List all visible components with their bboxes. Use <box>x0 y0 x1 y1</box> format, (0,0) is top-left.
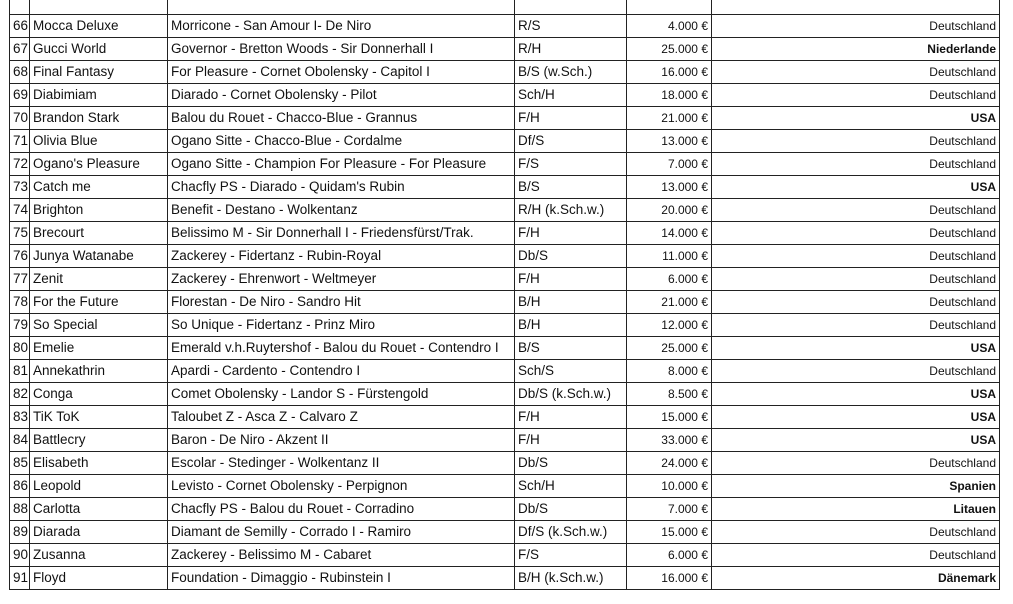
horse-name-cell[interactable]: Emelie <box>30 337 168 360</box>
table-row <box>10 452 1000 475</box>
country-cell[interactable]: Deutschland <box>712 360 1000 383</box>
row-number-cell[interactable]: 78 <box>10 291 30 314</box>
price-cell[interactable]: 25.000 € <box>627 337 712 360</box>
row-number-cell[interactable] <box>10 0 30 15</box>
table-row <box>10 61 1000 84</box>
country-cell[interactable]: Deutschland <box>712 268 1000 291</box>
horse-name-cell[interactable]: Elisabeth <box>30 452 168 475</box>
horse-name-cell[interactable]: Diarada <box>30 521 168 544</box>
price-cell[interactable]: 11.000 € <box>627 245 712 268</box>
horse-name-cell[interactable]: Floyd <box>30 567 168 590</box>
table-row <box>10 130 1000 153</box>
country-cell[interactable]: USA <box>712 383 1000 406</box>
pedigree-cell[interactable]: Zackerey - Belissimo M - Cabaret <box>168 544 515 567</box>
type-cell[interactable]: R/S <box>515 15 627 38</box>
type-cell[interactable]: F/H <box>515 222 627 245</box>
pedigree-cell[interactable]: Escolar - Stedinger - Wolkentanz II <box>168 452 515 475</box>
pedigree-cell[interactable]: Diarado - Cornet Obolensky - Pilot <box>168 84 515 107</box>
table-row <box>10 15 1000 38</box>
price-cell[interactable] <box>627 0 712 15</box>
type-cell[interactable]: B/S <box>515 176 627 199</box>
table-row <box>10 176 1000 199</box>
country-cell[interactable]: USA <box>712 406 1000 429</box>
pedigree-cell[interactable]: Apardi - Cardento - Contendro I <box>168 360 515 383</box>
type-cell[interactable]: Sch/H <box>515 475 627 498</box>
price-cell[interactable]: 15.000 € <box>627 406 712 429</box>
price-cell[interactable]: 6.000 € <box>627 544 712 567</box>
row-number-cell[interactable]: 79 <box>10 314 30 337</box>
country-cell[interactable]: USA <box>712 107 1000 130</box>
pedigree-cell[interactable]: Ogano Sitte - Chacco-Blue - Cordalme <box>168 130 515 153</box>
price-cell[interactable]: 16.000 € <box>627 61 712 84</box>
price-cell[interactable]: 6.000 € <box>627 268 712 291</box>
horse-name-cell[interactable]: Brecourt <box>30 222 168 245</box>
pedigree-cell[interactable]: Taloubet Z - Asca Z - Calvaro Z <box>168 406 515 429</box>
price-cell[interactable]: 7.000 € <box>627 498 712 521</box>
table-row <box>10 406 1000 429</box>
horse-name-cell[interactable]: Gucci World <box>30 38 168 61</box>
country-cell[interactable]: Deutschland <box>712 130 1000 153</box>
horse-name-cell[interactable]: Junya Watanabe <box>30 245 168 268</box>
type-cell[interactable]: F/H <box>515 429 627 452</box>
type-cell[interactable]: F/H <box>515 406 627 429</box>
horse-name-cell[interactable]: Zusanna <box>30 544 168 567</box>
horse-name-cell[interactable]: Ogano's Pleasure <box>30 153 168 176</box>
pedigree-cell[interactable]: Benefit - Destano - Wolkentanz <box>168 199 515 222</box>
country-cell[interactable]: Deutschland <box>712 291 1000 314</box>
pedigree-cell[interactable]: Zackerey - Fidertanz - Rubin-Royal <box>168 245 515 268</box>
type-cell[interactable]: B/H <box>515 314 627 337</box>
price-cell[interactable]: 20.000 € <box>627 199 712 222</box>
type-cell[interactable]: Df/S (k.Sch.w.) <box>515 521 627 544</box>
price-cell[interactable]: 10.000 € <box>627 475 712 498</box>
row-number-cell[interactable]: 72 <box>10 153 30 176</box>
country-cell[interactable]: Deutschland <box>712 84 1000 107</box>
price-cell[interactable]: 21.000 € <box>627 291 712 314</box>
table-row <box>10 38 1000 61</box>
country-cell[interactable]: Deutschland <box>712 245 1000 268</box>
country-cell[interactable]: USA <box>712 337 1000 360</box>
type-cell[interactable]: R/H (k.Sch.w.) <box>515 199 627 222</box>
table-row <box>10 0 1000 15</box>
row-number-cell[interactable]: 76 <box>10 245 30 268</box>
pedigree-cell[interactable]: Baron - De Niro - Akzent II <box>168 429 515 452</box>
country-cell[interactable]: Spanien <box>712 475 1000 498</box>
row-number-cell[interactable]: 80 <box>10 337 30 360</box>
horse-name-cell[interactable]: Leopold <box>30 475 168 498</box>
type-cell[interactable]: B/H <box>515 291 627 314</box>
type-cell[interactable]: R/H <box>515 38 627 61</box>
pedigree-cell[interactable]: Governor - Bretton Woods - Sir Donnerhall I <box>168 38 515 61</box>
country-cell[interactable]: USA <box>712 176 1000 199</box>
table-row <box>10 222 1000 245</box>
country-cell[interactable]: Deutschland <box>712 61 1000 84</box>
row-number-cell[interactable]: 86 <box>10 475 30 498</box>
horse-name-cell[interactable]: TiK ToK <box>30 406 168 429</box>
row-number-cell[interactable]: 81 <box>10 360 30 383</box>
type-cell[interactable] <box>515 0 627 15</box>
price-cell[interactable]: 33.000 € <box>627 429 712 452</box>
type-cell[interactable]: F/H <box>515 268 627 291</box>
row-number-cell[interactable]: 77 <box>10 268 30 291</box>
table-body <box>10 0 1000 590</box>
row-number-cell[interactable]: 67 <box>10 38 30 61</box>
row-number-cell[interactable]: 84 <box>10 429 30 452</box>
horse-name-cell[interactable]: Catch me <box>30 176 168 199</box>
pedigree-cell[interactable] <box>168 0 515 15</box>
table-row <box>10 360 1000 383</box>
type-cell[interactable]: Sch/H <box>515 84 627 107</box>
table-row <box>10 521 1000 544</box>
table-row <box>10 199 1000 222</box>
row-number-cell[interactable]: 83 <box>10 406 30 429</box>
price-cell[interactable]: 13.000 € <box>627 176 712 199</box>
price-cell[interactable]: 15.000 € <box>627 521 712 544</box>
horse-name-cell[interactable]: Zenit <box>30 268 168 291</box>
horse-name-cell[interactable]: Carlotta <box>30 498 168 521</box>
row-number-cell[interactable]: 90 <box>10 544 30 567</box>
horse-name-cell[interactable]: Annekathrin <box>30 360 168 383</box>
type-cell[interactable]: Sch/S <box>515 360 627 383</box>
pedigree-cell[interactable]: Levisto - Cornet Obolensky - Perpignon <box>168 475 515 498</box>
type-cell[interactable]: Db/S <box>515 452 627 475</box>
row-number-cell[interactable]: 85 <box>10 452 30 475</box>
row-number-cell[interactable]: 66 <box>10 15 30 38</box>
pedigree-cell[interactable]: Florestan - De Niro - Sandro Hit <box>168 291 515 314</box>
pedigree-cell[interactable]: Morricone - San Amour I- De Niro <box>168 15 515 38</box>
pedigree-cell[interactable]: Balou du Rouet - Chacco-Blue - Grannus <box>168 107 515 130</box>
price-cell[interactable]: 7.000 € <box>627 153 712 176</box>
table-row <box>10 429 1000 452</box>
price-cell[interactable]: 12.000 € <box>627 314 712 337</box>
pedigree-cell[interactable]: Zackerey - Ehrenwort - Weltmeyer <box>168 268 515 291</box>
country-cell[interactable]: Dänemark <box>712 567 1000 590</box>
horse-name-cell[interactable]: Brighton <box>30 199 168 222</box>
type-cell[interactable]: F/H <box>515 107 627 130</box>
table-row <box>10 268 1000 291</box>
spreadsheet-sheet <box>9 0 1001 604</box>
country-cell[interactable]: Litauen <box>712 498 1000 521</box>
table-row <box>10 475 1000 498</box>
type-cell[interactable]: Db/S <box>515 498 627 521</box>
country-cell[interactable] <box>712 0 1000 15</box>
price-cell[interactable]: 8.500 € <box>627 383 712 406</box>
pedigree-cell[interactable]: Foundation - Dimaggio - Rubinstein I <box>168 567 515 590</box>
row-number-cell[interactable]: 69 <box>10 84 30 107</box>
price-cell[interactable]: 16.000 € <box>627 567 712 590</box>
row-number-cell[interactable]: 74 <box>10 199 30 222</box>
table-row <box>10 337 1000 360</box>
pedigree-cell[interactable]: Ogano Sitte - Champion For Pleasure - For Pleasure <box>168 153 515 176</box>
price-cell[interactable]: 25.000 € <box>627 38 712 61</box>
type-cell[interactable]: Db/S (k.Sch.w.) <box>515 383 627 406</box>
pedigree-cell[interactable]: So Unique - Fidertanz - Prinz Miro <box>168 314 515 337</box>
table-row <box>10 567 1000 590</box>
table-row <box>10 544 1000 567</box>
table-row <box>10 107 1000 130</box>
horse-list-table <box>9 0 1000 590</box>
row-number-cell[interactable]: 89 <box>10 521 30 544</box>
table-row <box>10 84 1000 107</box>
table-row <box>10 153 1000 176</box>
price-cell[interactable]: 4.000 € <box>627 15 712 38</box>
country-cell[interactable]: Deutschland <box>712 153 1000 176</box>
type-cell[interactable]: B/S <box>515 337 627 360</box>
horse-name-cell[interactable]: For the Future <box>30 291 168 314</box>
row-number-cell[interactable]: 88 <box>10 498 30 521</box>
table-row <box>10 498 1000 521</box>
horse-name-cell[interactable]: Mocca Deluxe <box>30 15 168 38</box>
country-cell[interactable]: Deutschland <box>712 314 1000 337</box>
type-cell[interactable]: Db/S <box>515 245 627 268</box>
price-cell[interactable]: 8.000 € <box>627 360 712 383</box>
horse-name-cell[interactable]: Conga <box>30 383 168 406</box>
table-row <box>10 314 1000 337</box>
country-cell[interactable]: Deutschland <box>712 15 1000 38</box>
country-cell[interactable]: Deutschland <box>712 452 1000 475</box>
type-cell[interactable]: F/S <box>515 153 627 176</box>
pedigree-cell[interactable]: Chacfly PS - Diarado - Quidam's Rubin <box>168 176 515 199</box>
pedigree-cell[interactable]: Emerald v.h.Ruytershof - Balou du Rouet - Contendro I <box>168 337 515 360</box>
horse-name-cell[interactable]: Diabimiam <box>30 84 168 107</box>
type-cell[interactable]: F/S <box>515 544 627 567</box>
horse-name-cell[interactable] <box>30 0 168 15</box>
country-cell[interactable]: USA <box>712 429 1000 452</box>
type-cell[interactable]: B/S (w.Sch.) <box>515 61 627 84</box>
price-cell[interactable]: 21.000 € <box>627 107 712 130</box>
pedigree-cell[interactable]: For Pleasure - Cornet Obolensky - Capitol I <box>168 61 515 84</box>
price-cell[interactable]: 18.000 € <box>627 84 712 107</box>
price-cell[interactable]: 14.000 € <box>627 222 712 245</box>
price-cell[interactable]: 24.000 € <box>627 452 712 475</box>
horse-name-cell[interactable]: So Special <box>30 314 168 337</box>
price-cell[interactable]: 13.000 € <box>627 130 712 153</box>
pedigree-cell[interactable]: Diamant de Semilly - Corrado I - Ramiro <box>168 521 515 544</box>
table-row <box>10 291 1000 314</box>
row-number-cell[interactable]: 68 <box>10 61 30 84</box>
country-cell[interactable]: Deutschland <box>712 199 1000 222</box>
type-cell[interactable]: Df/S <box>515 130 627 153</box>
row-number-cell[interactable]: 75 <box>10 222 30 245</box>
row-number-cell[interactable]: 73 <box>10 176 30 199</box>
table-row <box>10 383 1000 406</box>
pedigree-cell[interactable]: Chacfly PS - Balou du Rouet - Corradino <box>168 498 515 521</box>
pedigree-cell[interactable]: Belissimo M - Sir Donnerhall I - Friedensfürst/Trak. <box>168 222 515 245</box>
pedigree-cell[interactable]: Comet Obolensky - Landor S - Fürstengold <box>168 383 515 406</box>
country-cell[interactable]: Deutschland <box>712 222 1000 245</box>
horse-name-cell[interactable]: Brandon Stark <box>30 107 168 130</box>
row-number-cell[interactable]: 71 <box>10 130 30 153</box>
row-number-cell[interactable]: 91 <box>10 567 30 590</box>
type-cell[interactable]: B/H (k.Sch.w.) <box>515 567 627 590</box>
country-cell[interactable]: Deutschland <box>712 544 1000 567</box>
row-number-cell[interactable]: 70 <box>10 107 30 130</box>
horse-name-cell[interactable]: Olivia Blue <box>30 130 168 153</box>
country-cell[interactable]: Niederlande <box>712 38 1000 61</box>
table-row <box>10 245 1000 268</box>
row-number-cell[interactable]: 82 <box>10 383 30 406</box>
country-cell[interactable]: Deutschland <box>712 521 1000 544</box>
horse-name-cell[interactable]: Battlecry <box>30 429 168 452</box>
horse-name-cell[interactable]: Final Fantasy <box>30 61 168 84</box>
